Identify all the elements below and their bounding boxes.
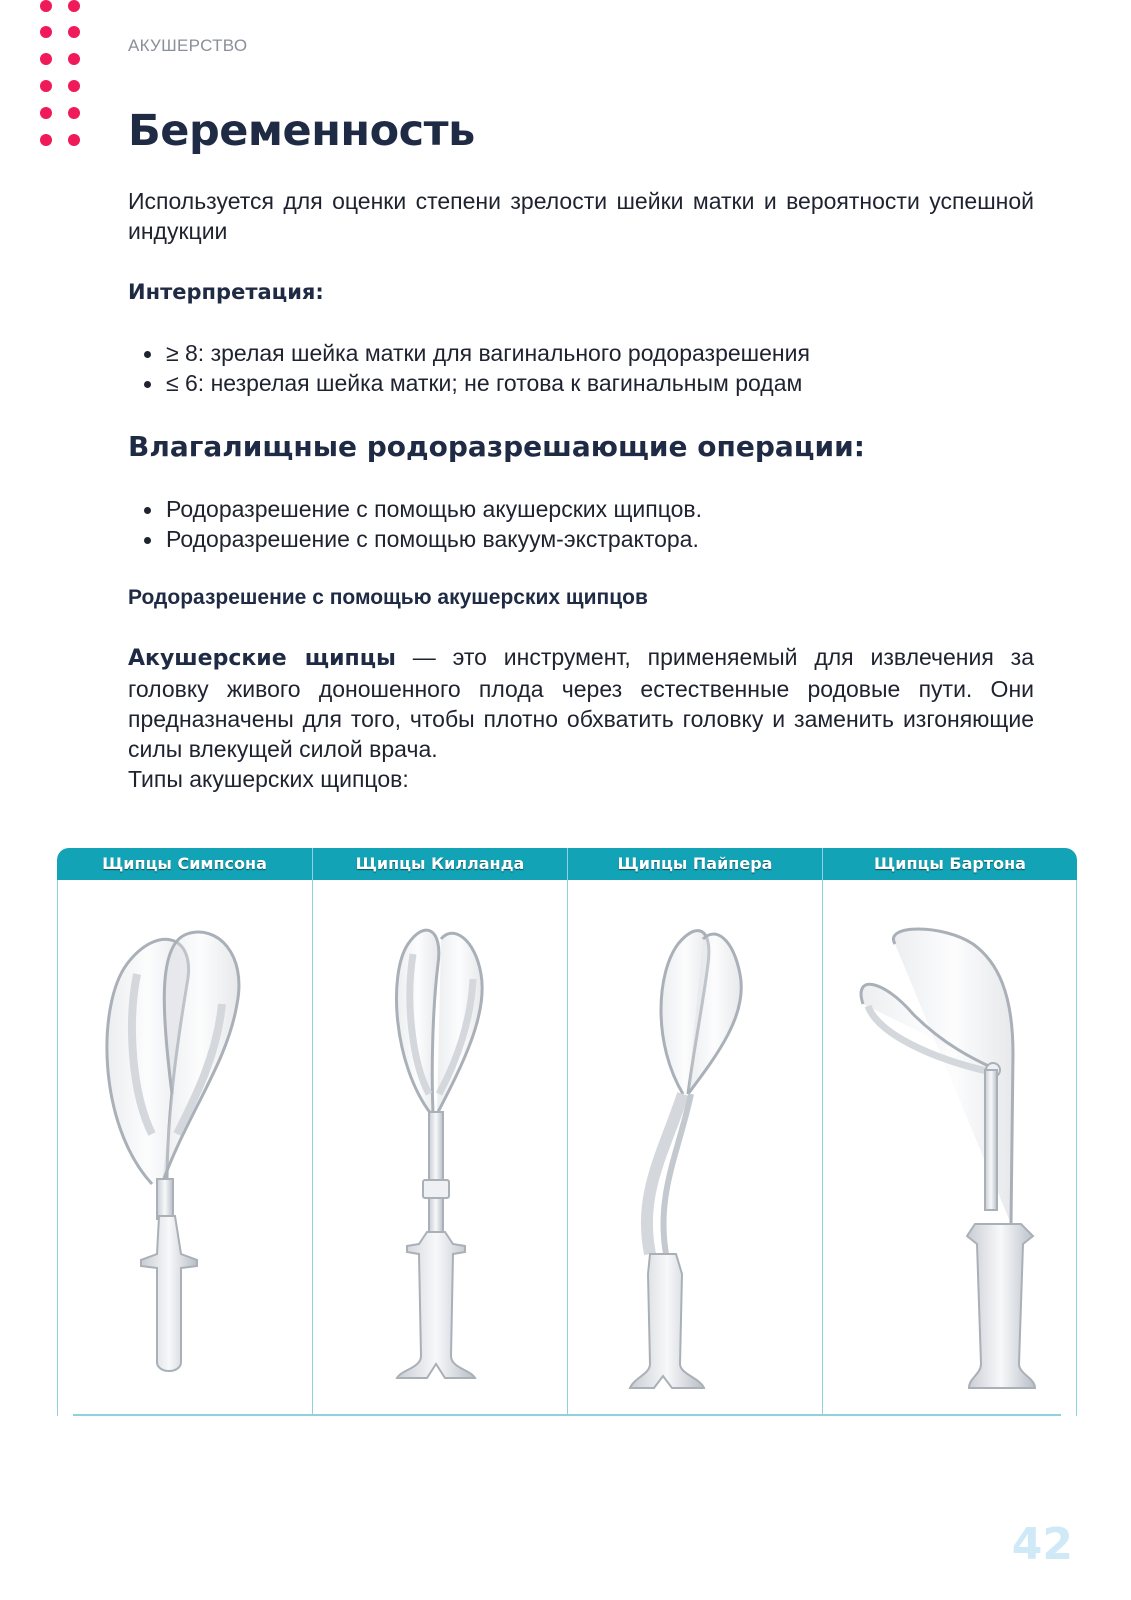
simpson-forceps-icon: [57, 894, 312, 1394]
operations-heading-block: [128, 430, 1034, 463]
forceps-definition-text: — это инструмент, применяемый для извлечения за головку живого доношенного плода через естественные родовые пути. Они предназначены для того, чтобы плотно обхватить головку и заменить изгоняющие силы влекущей силой врача.: [128, 644, 1034, 762]
intro-block: [128, 186, 1034, 246]
forceps-heading-block: [128, 586, 1034, 610]
list-item: • Родоразрешение с помощью вакуум-экстрактора.: [164, 524, 1034, 554]
forceps-label: Щипцы Симпсона: [102, 854, 267, 873]
decorative-dots: [40, 0, 88, 160]
forceps-label: Щипцы Бартона: [874, 854, 1026, 873]
intro-paragraph: Используется для оценки степени зрелости шейки матки и вероятности успешной индукции: [128, 188, 1034, 244]
forceps-heading: Родоразрешение с помощью акушерских щипцов: [128, 586, 648, 609]
interpretation-block: [128, 280, 1034, 304]
operations-heading: Влагалищные родоразрешающие операции:: [128, 430, 865, 463]
forceps-definition: [128, 642, 1034, 764]
forceps-label: Щипцы Килланда: [355, 854, 525, 873]
page-title: Беременность: [128, 106, 475, 156]
list-item: • Родоразрешение с помощью акушерских щипцов.: [164, 494, 1034, 524]
forceps-column-piper: [567, 848, 822, 1416]
interpretation-heading: Интерпретация:: [128, 280, 324, 304]
interpretation-list: [128, 338, 1034, 398]
list-item: • ≤ 6: незрелая шейка матки; не готова к вагинальным родам: [164, 368, 1034, 398]
forceps-term: Акушерские щипцы: [128, 646, 396, 671]
interpretation-list-block: [128, 338, 1034, 398]
page-number: 42: [1011, 1519, 1073, 1570]
piper-forceps-icon: [568, 894, 823, 1394]
forceps-definition-block: [128, 642, 1034, 794]
forceps-types-table: [57, 848, 1077, 1416]
operations-list: [128, 494, 1034, 554]
forceps-column-barton: [822, 848, 1077, 1416]
forceps-column-kielland: [312, 848, 567, 1416]
barton-forceps-icon: [823, 894, 1078, 1394]
forceps-types-intro: Типы акушерских щипцов:: [128, 766, 409, 792]
list-item: • ≥ 8: зрелая шейка матки для вагинального родоразрешения: [164, 338, 1034, 368]
forceps-label: Щипцы Пайпера: [617, 854, 773, 873]
forceps-column-simpson: [57, 848, 312, 1416]
operations-list-block: [128, 494, 1034, 554]
kielland-forceps-icon: [313, 894, 568, 1394]
section-label: АКУШЕРСТВО: [128, 36, 248, 55]
